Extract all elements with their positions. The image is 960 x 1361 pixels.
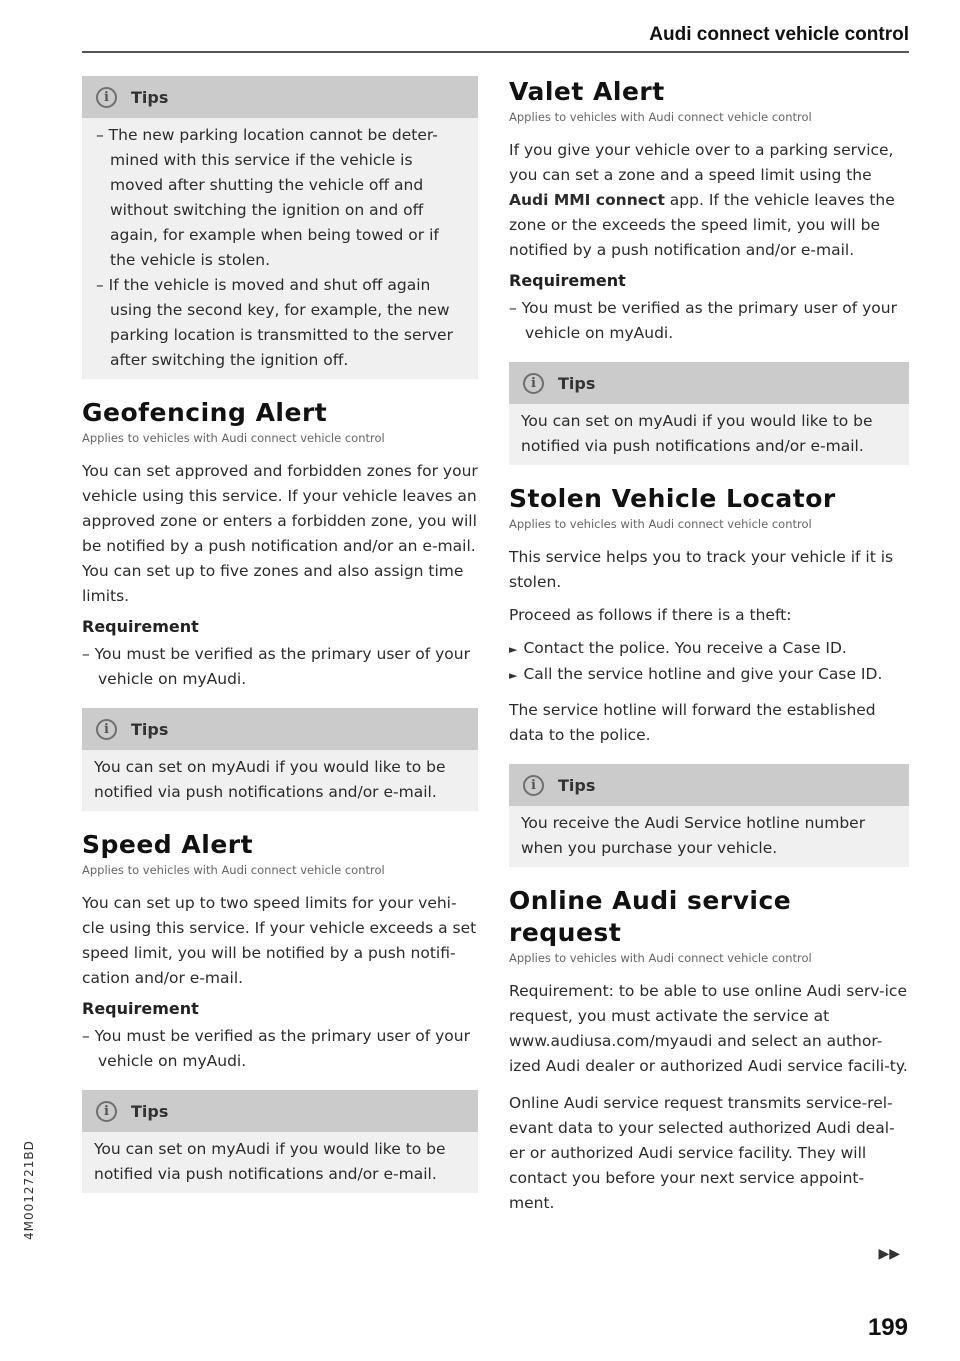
tips-body xyxy=(82,118,478,379)
section-title-stolen: Stolen Vehicle Locator xyxy=(509,484,836,513)
tips-header xyxy=(82,708,478,750)
stolen-intro: This service helps you to track your vehicle if it is stolen. xyxy=(509,548,894,591)
tips-body xyxy=(509,806,909,867)
tips-text: You can set on myAudi if you would like to be notified via push notifications and/or e-mail. xyxy=(521,412,873,455)
tips-body xyxy=(509,404,909,465)
tips-text: You receive the Audi Service hotline number when you purchase your vehicle. xyxy=(521,814,866,857)
tips-body xyxy=(82,750,478,811)
section-title-online: Online Audi service request xyxy=(509,886,792,947)
requirement-heading: Requirement xyxy=(509,271,626,290)
requirement-heading: Requirement xyxy=(82,617,199,636)
tips-item: – The new parking location cannot be deter-mined with this service if the vehicle is moved after shutting the vehicle off and without switching the ignition on and off again, for example when being towed or if the vehicle is stolen. xyxy=(96,126,439,269)
right-column xyxy=(509,76,909,1224)
app-name: Audi MMI connect xyxy=(509,191,665,209)
valet-body-end: app. If the vehicle leaves the zone or the exceeds the speed limit, you will be notified by a push notification and/or e-mail. xyxy=(509,191,895,259)
info-icon: i xyxy=(523,775,544,796)
tips-header xyxy=(82,1090,478,1132)
stolen-forward: The service hotline will forward the established data to the police. xyxy=(509,701,876,744)
applies-note: Applies to vehicles with Audi connect vehicle control xyxy=(82,863,385,877)
applies-note: Applies to vehicles with Audi connect vehicle control xyxy=(509,517,812,531)
online-body: Online Audi service request transmits service-rel-evant data to your selected authorized Audi deal-er or authorized Audi service facility. They will contact you before your next service appoint-ment. xyxy=(509,1094,895,1212)
continue-arrow-icon: ▶▶ xyxy=(878,1246,900,1262)
info-icon: i xyxy=(96,719,117,740)
online-requirement: Requirement: to be able to use online Audi serv-ice request, you must activate the service at www.audiusa.com/myaudi and select an author-ized Audi dealer or authorized Audi service facili-ty. xyxy=(509,982,908,1075)
stolen-proceed: Proceed as follows if there is a theft: xyxy=(509,606,792,624)
document-code: 4M0012721BD xyxy=(22,1140,36,1240)
step-item xyxy=(509,636,909,662)
tips-label: Tips xyxy=(558,373,596,393)
header-rule xyxy=(82,51,909,53)
tips-text: You can set on myAudi if you would like to be notified via push notifications and/or e-mail. xyxy=(94,1140,446,1183)
tips-label: Tips xyxy=(131,1101,169,1121)
tips-box-speed xyxy=(82,1090,478,1193)
info-icon: i xyxy=(96,1101,117,1122)
tips-header xyxy=(509,362,909,404)
header-title: Audi connect vehicle control xyxy=(649,24,909,45)
tips-box-valet xyxy=(509,362,909,465)
step-text: Call the service hotline and give your Case ID. xyxy=(523,665,883,683)
tips-box-geofencing xyxy=(82,708,478,811)
step-item xyxy=(509,662,909,688)
applies-note: Applies to vehicles with Audi connect vehicle control xyxy=(509,951,812,965)
tips-text: You can set on myAudi if you would like to be notified via push notifications and/or e-mail. xyxy=(94,758,446,801)
tips-box-stolen xyxy=(509,764,909,867)
valet-body xyxy=(509,138,909,263)
applies-note: Applies to vehicles with Audi connect vehicle control xyxy=(509,110,812,124)
tips-label: Tips xyxy=(131,719,169,739)
left-column xyxy=(82,76,478,1211)
applies-note: Applies to vehicles with Audi connect vehicle control xyxy=(82,431,385,445)
tips-box-parking xyxy=(82,76,478,379)
requirement-item: – You must be verified as the primary user of your vehicle on myAudi. xyxy=(82,645,470,688)
tips-label: Tips xyxy=(558,775,596,795)
step-text: Contact the police. You receive a Case ID. xyxy=(523,639,847,657)
section-title-valet: Valet Alert xyxy=(509,77,665,106)
tips-item: – If the vehicle is moved and shut off again using the second key, for example, the new parking location is transmitted to the server after switching the ignition off. xyxy=(96,276,453,369)
valet-body-start: If you give your vehicle over to a parking service, you can set a zone and a speed limit using the xyxy=(509,141,894,184)
section-title-geofencing: Geofencing Alert xyxy=(82,398,328,427)
arrow-right-icon: ► xyxy=(509,669,518,682)
section-title-speed: Speed Alert xyxy=(82,830,254,859)
info-icon: i xyxy=(523,373,544,394)
tips-label: Tips xyxy=(131,87,169,107)
page-number: 199 xyxy=(867,1314,908,1341)
requirement-heading: Requirement xyxy=(82,999,199,1018)
tips-body xyxy=(82,1132,478,1193)
requirement-item: – You must be verified as the primary user of your vehicle on myAudi. xyxy=(509,299,897,342)
info-icon: i xyxy=(96,87,117,108)
tips-header xyxy=(509,764,909,806)
speed-body: You can set up to two speed limits for your vehi-cle using this service. If your vehicle exceeds a set speed limit, you will be notified by a push notifi-cation and/or e-mail. xyxy=(82,894,477,987)
arrow-right-icon: ► xyxy=(509,643,518,656)
geofencing-body: You can set approved and forbidden zones for your vehicle using this service. If your vehicle leaves an approved zone or enters a forbidden zone, you will be notified by a push notification and/or an e-mail. You can set up to five zones and also assign time limits. xyxy=(82,462,478,605)
tips-header xyxy=(82,76,478,118)
requirement-item: – You must be verified as the primary user of your vehicle on myAudi. xyxy=(82,1027,470,1070)
